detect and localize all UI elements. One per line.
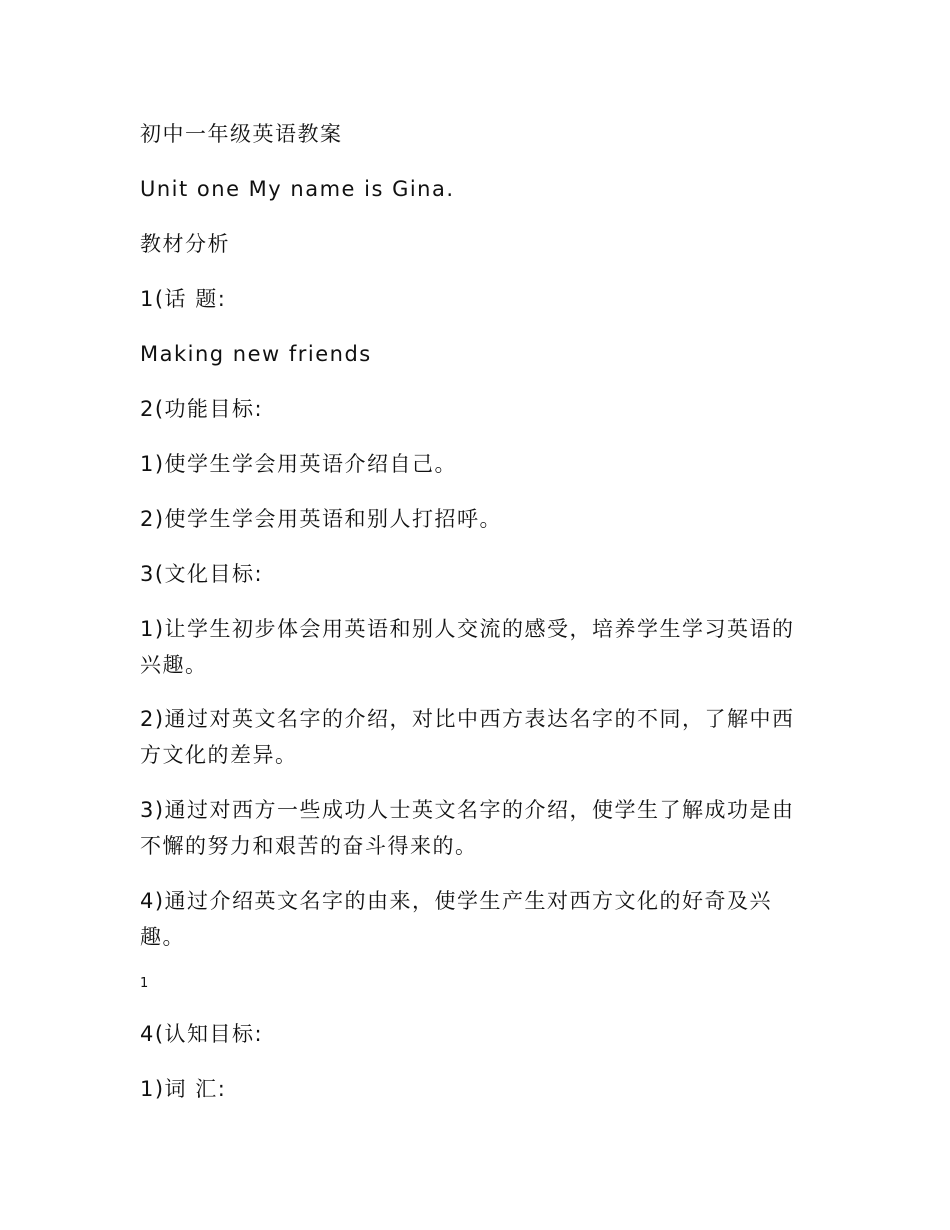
topic-text: Making new friends [140,342,372,366]
culture-item: 3)通过对西方一些成功人士英文名字的介绍，使学生了解成功是由不懈的努力和艰苦的奋斗得来的。 [140,798,795,858]
culture-item: 1)让学生初步体会用英语和别人交流的感受，培养学生学习英语的兴趣。 [140,617,795,677]
culture-item: 2)通过对英文名字的介绍，对比中西方表达名字的不同，了解中西方文化的差异。 [140,707,795,767]
culture-heading: 3(文化目标: [140,562,264,586]
vocab-heading: 1)词 汇: [140,1077,227,1101]
document-title: 初中一年级英语教案 [140,122,343,146]
function-item: 1)使学生学会用英语介绍自己。 [140,452,458,476]
function-heading: 2(功能目标: [140,397,264,421]
function-item: 2)使学生学会用英语和别人打招呼。 [140,507,503,531]
topic-heading: 1(话 题: [140,287,227,311]
culture-item: 4)通过介绍英文名字的由来，使学生产生对西方文化的好奇及兴趣。 [140,889,773,949]
cognitive-heading: 4(认知目标: [140,1022,264,1046]
unit-title: Unit one My name is Gina. [140,177,455,201]
section-heading: 教材分析 [140,232,230,256]
page-number: 1 [140,976,149,991]
